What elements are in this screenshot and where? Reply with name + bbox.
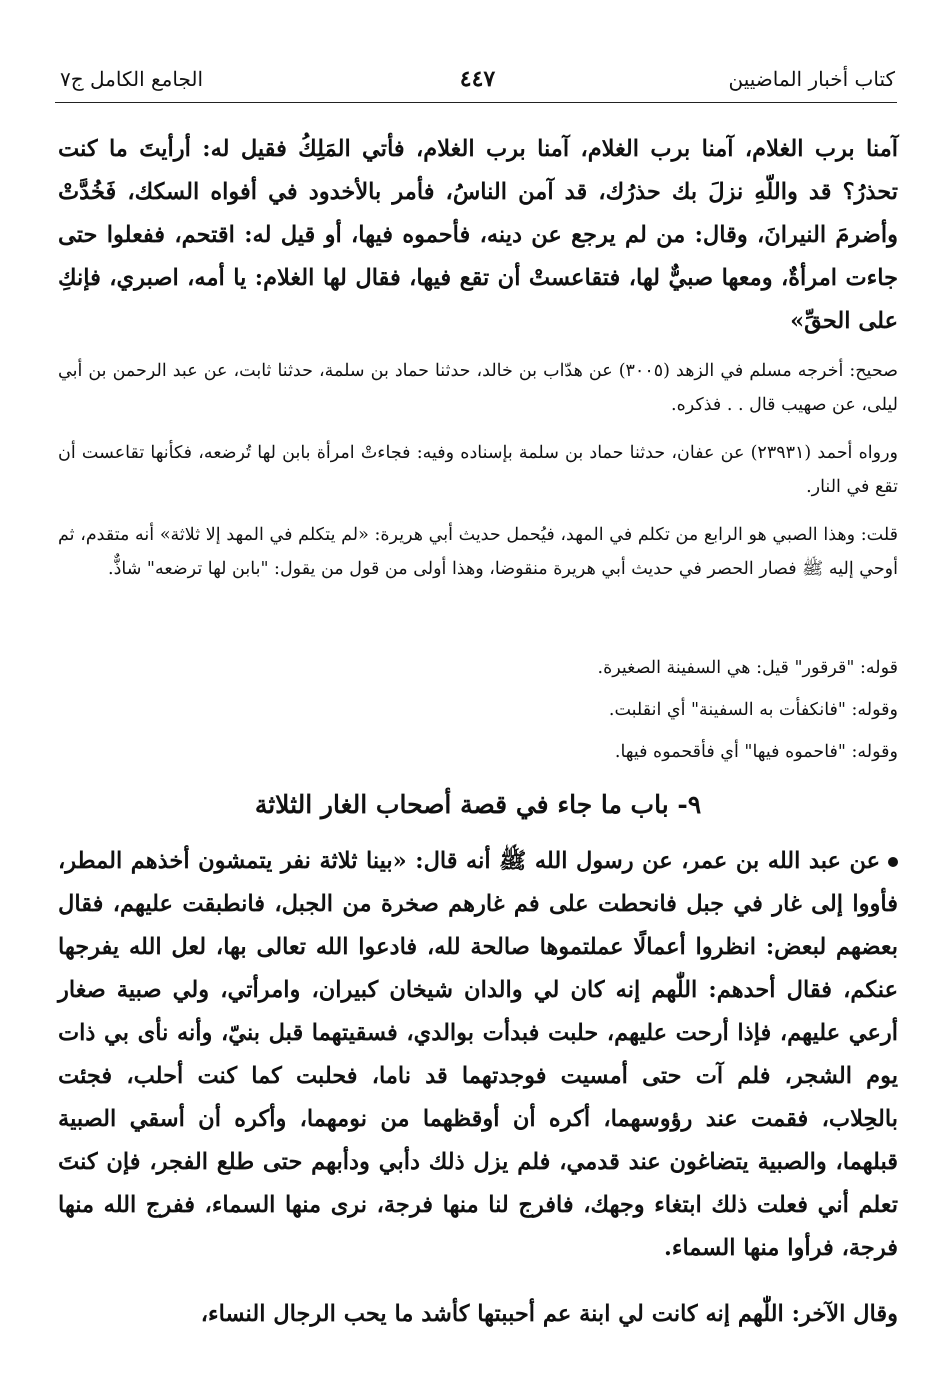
hadith-cave-story [58,840,898,1270]
hadith-continuation: آمنا برب الغلام، آمنا برب الغلام، آمنا برب الغلام، فأتي المَلِكُ فقيل له: أرأيتَ ما كنت تحذرُ؟ قد واللّهِ نزلَ بك حذرُك، قد آمن الناسُ، فأمر بالأخدود في أفواه السكك، فَخُدَّتْ وأضرمَ النيرانَ، وقال: من لم يرجع عن دينه، فأحموه فيها، أو قيل له: اقتحم، ففعلوا حتى جاءت امرأةٌ، ومعها صبيٌّ لها، فتقاعستْ أن تقع فيها، فقال لها الغلام: يا أمه، اصبري، فإنكِ على الحقِّ» [58,136,898,334]
running-header [60,62,895,96]
author-comment: قلت: وهذا الصبي هو الرابع من تكلم في المهد، فيُحمل حديث أبي هريرة: «لم يتكلم في المهد إلا ثلاثة» أنه متقدم، ثم أوحي إليه ﷺ فصار الحصر في حديث أبي هريرة منقوضا، وهذا أولى من قول من يقول: "بابن لها ترضعه" شاذٌّ. [58,525,898,579]
collection-title: الجامع الكامل ج٧ [60,67,204,91]
header-divider [55,102,897,103]
gloss-fahmuhu: وقوله: "فاحموه فيها" أي فأقحموه فيها. [614,742,898,762]
chapter-heading: ٩- باب ما جاء في قصة أصحاب الغار الثلاثة [254,790,702,819]
takhrij-note-muslim: صحيح: أخرجه مسلم في الزهد (٣٠٠٥) عن هدّاب بن خالد، حدثنا حماد بن سلمة، حدثنا ثابت، عن عبد الرحمن بن أبي ليلى، عن صهيب قال . . فذكره. [58,361,898,415]
hadith-cave-text: عن عبد الله بن عمر، عن رسول الله ﷺ أنه قال: «بينا ثلاثة نفر يتمشون أخذهم المطر، فأووا إلى غار في جبل فانحطت على فم غارهم صخرة من الجبل، فانطبقت عليهم، فقال بعضهم لبعض: انظروا أعمالًا عملتموها صالحة لله، فادعوا الله تعالى بها، لعل الله يفرجها عنكم، فقال أحدهم: اللّٰهم إنه كان لي والدان شيخان كبيران، وامرأتي، ولي صبية صغار أرعي عليهم، فإذا أرحت عليهم، حلبت فبدأت بوالدي، فسقيتهما قبل بنيّ، وأنه نأى بي ذات يوم الشجر، فلم آت حتى أمسيت فوجدتهما قد ناما، فحلبت كما كنت أحلب، فجئت بالحِلاب، فقمت عند رؤوسهما، أكره أن أوقظهما من نومهما، وأكره أن أسقي الصبية قبلهما، والصبية يتضاغون عند قدمي، فلم يزل ذلك دأبي ودأبهم حتى طلع الفجر، فإن كنتَ تعلم أني فعلت ذلك ابتغاء وجهك، فافرج لنا منها فرجة، نرى منها السماء، ففرج الله منها فرجة، فرأوا منها السماء. [58,848,898,1261]
bullet-icon [888,857,898,867]
gloss-inkafaat: وقوله: "فانكفأت به السفينة" أي انقلبت. [608,700,898,720]
takhrij-note-ahmad: ورواه أحمد (٢٣٩٣١) عن عفان، حدثنا حماد بن سلمة بإسناده وفيه: فجاءتْ امرأة بابن لها تُرضعه، فكأنها تقاعست أن تقع في النار. [58,443,898,497]
hadith-second-man: وقال الآخر: اللّٰهم إنه كانت لي ابنة عم أحببتها كأشد ما يحب الرجال النساء، [200,1301,898,1327]
page-number: ٤٤٧ [459,66,496,92]
book-title: كتاب أخبار الماضيين [728,67,895,91]
gloss-qurqur: قوله: "قرقور" قيل: هي السفينة الصغيرة. [597,658,898,678]
